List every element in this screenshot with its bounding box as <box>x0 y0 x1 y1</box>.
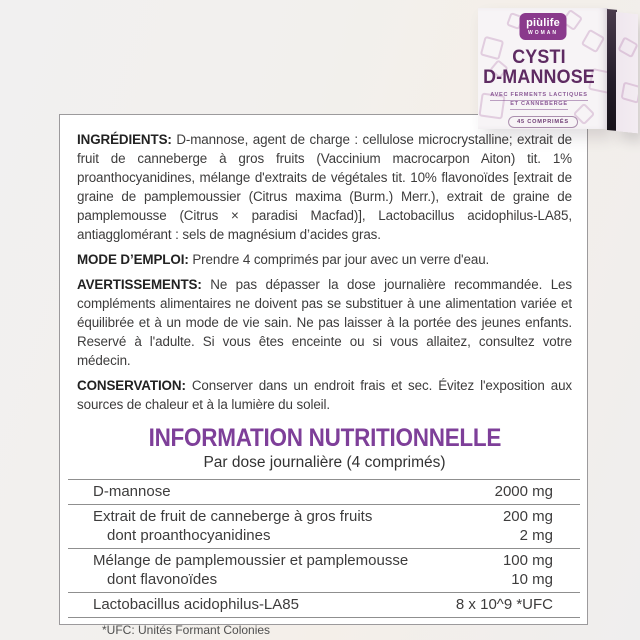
usage-text: Prendre 4 comprimés par jour avec un verre d'eau. <box>192 252 490 267</box>
warnings-text: Ne pas dépasser la dose journalière recommandée. Les compléments alimentaires ne doivent pas se substituer à une alimentation variée et équilibrée et à un mode de vie sain. Ne pas laisser à la portée des jeunes enfants. Reservé à l'adulte. Si vous êtes enceinte ou si vous allaitez, consultez votre médecin. <box>77 277 572 368</box>
pattern-shape <box>617 36 638 58</box>
nutrient-name: D-mannose <box>93 483 171 500</box>
nutrition-title-wrap <box>77 424 572 453</box>
table-row <box>68 592 580 618</box>
warnings-section <box>77 275 572 370</box>
nutrition-table <box>68 479 580 618</box>
storage-text: Conserver dans un endroit frais et sec. Évitez l'exposition aux sources de chaleur et à la lumière du soleil. <box>77 378 573 412</box>
product-subtitle-line2: ET CANNEBERGE <box>510 101 568 110</box>
nutrient-name: Extrait de fruit de canneberge à gros fruits <box>93 508 373 525</box>
nutrient-sub-value: 2 mg <box>519 527 553 544</box>
storage-heading: CONSERVATION: <box>77 378 186 393</box>
nutrient-sub-name: dont proanthocyanidines <box>107 527 271 544</box>
product-subtitle <box>478 92 600 110</box>
table-footnote: *UFC: Unités Formant Colonies <box>102 623 271 637</box>
ingredients-text: D-mannose, agent de charge : cellulose microcrystalline; extrait de fruit de canneberge à gros fruits (Vaccinium macrocarpon Aiton) tit. 1% proanthocyanidines, mélange d'extraits de végétales tit. 10% flavonoïdes [extrait de graine de pamplemoussier (Citrus maxima (Burm.) Merr.), extrait de graine de pamplemousse (Citrus × paradisi Macfad)], Lactobacillus acidophilus-LA85, antiagglomérant : sels de magnésium d’acides gras. <box>77 132 573 242</box>
nutrient-sub-value: 10 mg <box>511 571 553 588</box>
brand-logo <box>520 13 567 40</box>
nutrient-value: 100 mg <box>502 552 553 569</box>
ingredients-heading: INGRÉDIENTS: <box>77 132 172 147</box>
nutrient-value: 8 x 10^9 *UFC <box>455 596 553 613</box>
pattern-shape <box>621 81 638 103</box>
nutrient-name: Lactobacillus acidophilus-LA85 <box>93 596 299 613</box>
product-box-front <box>478 8 608 129</box>
brand-line: WOMAN <box>528 30 558 36</box>
nutrition-title: INFORMATION NUTRITIONNELLE <box>148 424 501 452</box>
ingredients-section <box>77 130 572 244</box>
table-row <box>68 504 580 548</box>
label-card-content <box>60 115 587 637</box>
label-card <box>59 114 588 637</box>
nutrient-sub-name: dont flavonoïdes <box>107 571 218 588</box>
usage-section <box>77 250 572 269</box>
nutrient-value: 2000 mg <box>494 483 553 500</box>
storage-section <box>77 376 572 414</box>
product-title-line1: CYSTI <box>512 47 566 68</box>
product-box-side <box>616 12 638 133</box>
nutrition-subtitle: Par dose journalière (4 comprimés) <box>203 454 446 471</box>
nutrient-value: 200 mg <box>502 508 553 525</box>
product-subtitle-line1: AVEC FERMENTS LACTIQUES <box>490 92 587 101</box>
table-row <box>68 548 580 592</box>
tablet-count-badge: 45 COMPRIMÉS <box>508 116 578 128</box>
nutrient-name: Mélange de pamplemoussier et pamplemousse <box>93 552 409 569</box>
usage-heading: MODE D’EMPLOI: <box>77 252 189 267</box>
warnings-heading: AVERTISSEMENTS: <box>77 277 202 292</box>
product-title <box>482 48 597 88</box>
table-row <box>68 479 580 504</box>
brand-name: piùlife <box>526 17 560 29</box>
product-title-line2: D-MANNOSE <box>483 67 595 88</box>
